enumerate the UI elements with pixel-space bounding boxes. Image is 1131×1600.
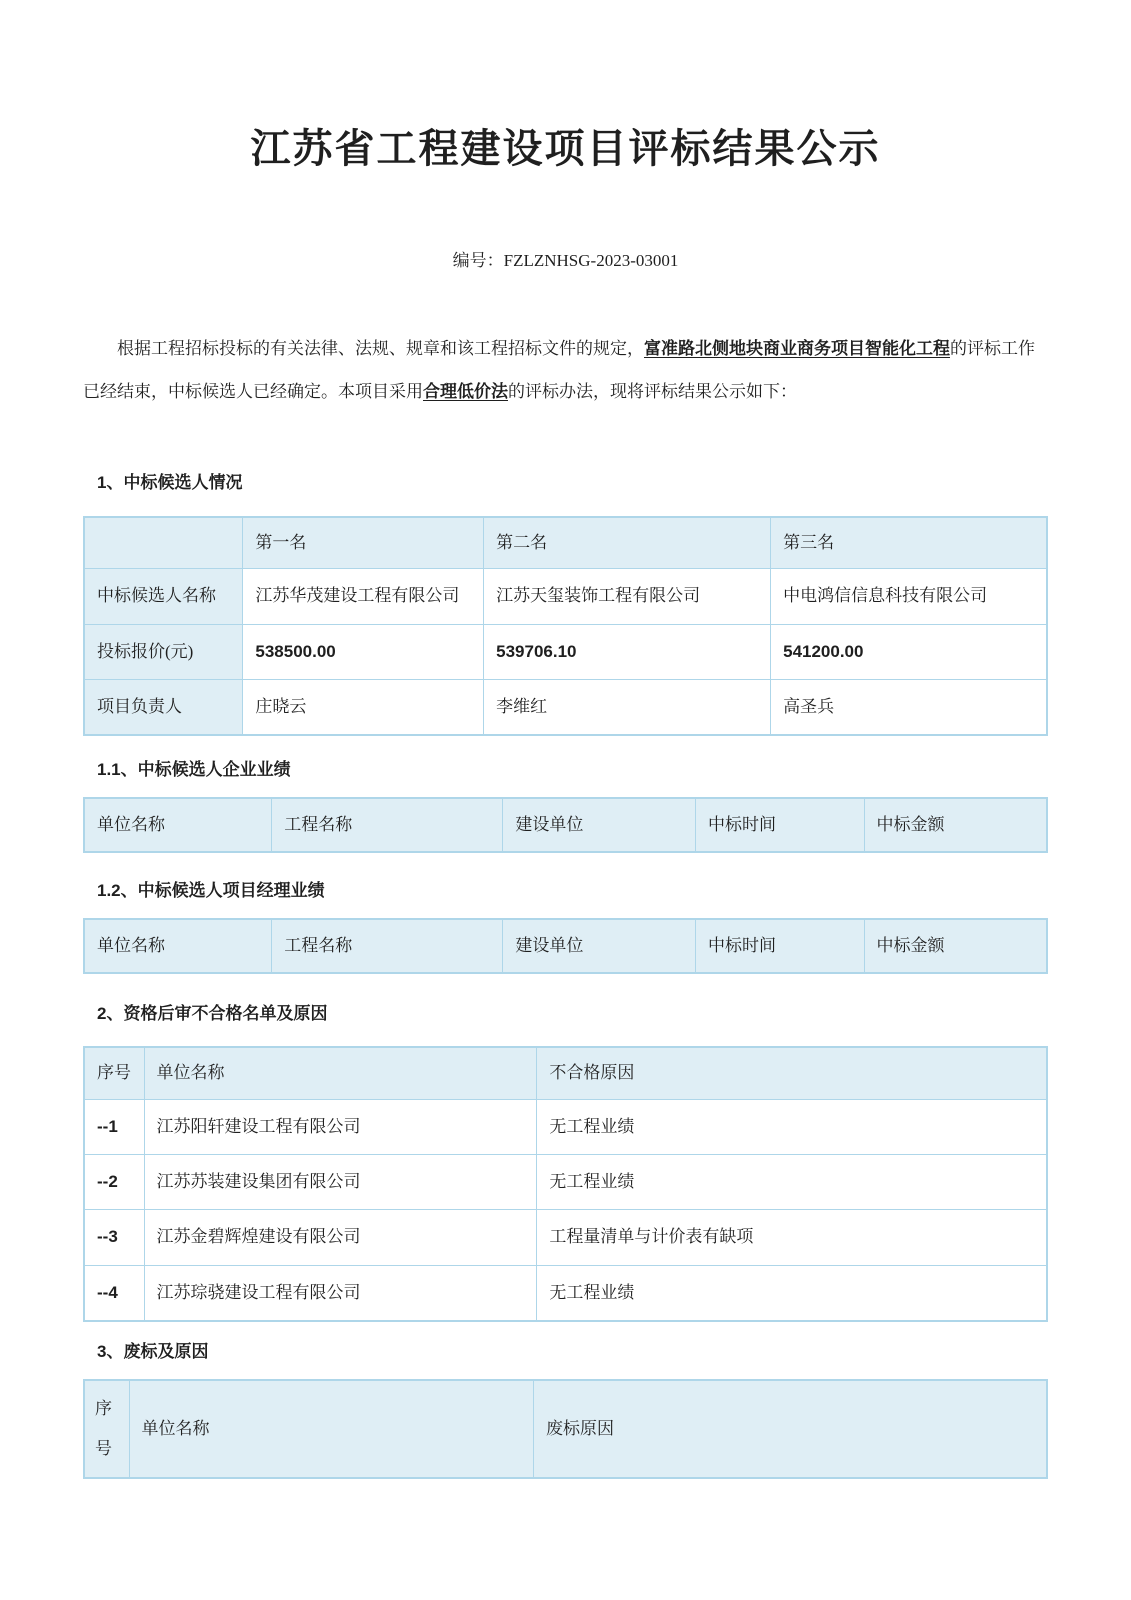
section-1-heading: 1、中标候选人情况	[97, 473, 243, 493]
candidate-1-manager: 庄晓云	[243, 679, 484, 735]
company-name: 江苏苏装建设集团有限公司	[144, 1155, 537, 1210]
column-header: 序号	[84, 1047, 144, 1099]
candidate-2-name: 江苏天玺装饰工程有限公司	[484, 569, 771, 624]
column-header: 建设单位	[503, 919, 696, 973]
disqualify-reason: 无工程业绩	[537, 1099, 1047, 1154]
intro-text-3: 的评标办法，现将评标结果公示如下：	[508, 382, 797, 402]
table-header-row	[84, 1047, 1047, 1099]
column-header: 单位名称	[84, 798, 272, 852]
column-header: 单位名称	[129, 1380, 533, 1478]
doc-number-label: 编号：	[452, 251, 504, 270]
row-label: 投标报价(元)	[84, 624, 243, 679]
column-header: 建设单位	[503, 798, 696, 852]
company-name: 江苏阳轩建设工程有限公司	[144, 1099, 537, 1154]
candidate-2-price: 539706.10	[484, 624, 771, 679]
section-1-2-heading: 1.2、中标候选人项目经理业绩	[97, 881, 325, 901]
column-header: 工程名称	[272, 798, 503, 852]
table-row	[84, 1265, 1047, 1321]
table-header-row	[84, 798, 1047, 852]
company-performance-table	[83, 797, 1048, 853]
project-name: 富准路北侧地块商业商务项目智能化工程	[644, 339, 950, 359]
candidate-3-price: 541200.00	[771, 624, 1047, 679]
table-row	[84, 1155, 1047, 1210]
page-title: 江苏省工程建设项目评标结果公示	[250, 126, 881, 171]
column-header: 序号	[84, 1380, 129, 1478]
table-row	[84, 569, 1047, 624]
company-name: 江苏金碧辉煌建设有限公司	[144, 1210, 537, 1265]
rank-2-header: 第二名	[484, 517, 771, 569]
disqualify-reason: 无工程业绩	[537, 1155, 1047, 1210]
rank-1-header: 第一名	[243, 517, 484, 569]
row-label: 项目负责人	[84, 679, 243, 735]
intro-text-2: 的评标工作已经结束，中标候选人已经确定。本项目采用	[83, 339, 1035, 402]
column-header: 中标时间	[695, 919, 864, 973]
table-header-row	[84, 517, 1047, 569]
column-header: 废标原因	[533, 1380, 1047, 1478]
table-row	[84, 1210, 1047, 1265]
row-index: --1	[84, 1099, 144, 1154]
section-1-1-heading: 1.1、中标候选人企业业绩	[97, 760, 291, 780]
candidate-3-manager: 高圣兵	[771, 679, 1047, 735]
corner-cell	[84, 517, 243, 569]
candidate-3-name: 中电鸿信信息科技有限公司	[771, 569, 1047, 624]
row-index: --2	[84, 1155, 144, 1210]
rank-3-header: 第三名	[771, 517, 1047, 569]
column-header: 中标金额	[864, 919, 1047, 973]
intro-paragraph	[83, 327, 1048, 413]
disqualify-reason: 工程量清单与计价表有缺项	[537, 1210, 1047, 1265]
company-name: 江苏琮骁建设工程有限公司	[144, 1265, 537, 1321]
doc-number	[83, 251, 1048, 271]
section-3-heading: 3、废标及原因	[97, 1342, 209, 1362]
manager-performance-table	[83, 918, 1048, 974]
rejected-bids-table	[83, 1379, 1048, 1479]
disqualify-reason: 无工程业绩	[537, 1265, 1047, 1321]
candidates-table	[83, 516, 1048, 737]
section-2-heading: 2、资格后审不合格名单及原因	[97, 1003, 328, 1023]
column-header: 不合格原因	[537, 1047, 1047, 1099]
column-header: 工程名称	[272, 919, 503, 973]
column-header: 中标时间	[695, 798, 864, 852]
row-label: 中标候选人名称	[84, 569, 243, 624]
table-row	[84, 1099, 1047, 1154]
candidate-1-name: 江苏华茂建设工程有限公司	[243, 569, 484, 624]
disqualified-table	[83, 1046, 1048, 1322]
intro-text-1: 根据工程招标投标的有关法律、法规、规章和该工程招标文件的规定，	[117, 339, 644, 359]
row-index: --4	[84, 1265, 144, 1321]
column-header: 单位名称	[144, 1047, 537, 1099]
candidate-2-manager: 李维红	[484, 679, 771, 735]
doc-number-value: FZLZNHSG-2023-03001	[503, 251, 679, 270]
row-index: --3	[84, 1210, 144, 1265]
table-row	[84, 679, 1047, 735]
table-header-row	[84, 1380, 1047, 1478]
evaluation-method: 合理低价法	[423, 382, 508, 402]
column-header: 单位名称	[84, 919, 272, 973]
column-header: 中标金额	[864, 798, 1047, 852]
table-row	[84, 624, 1047, 679]
candidate-1-price: 538500.00	[243, 624, 484, 679]
table-header-row	[84, 919, 1047, 973]
